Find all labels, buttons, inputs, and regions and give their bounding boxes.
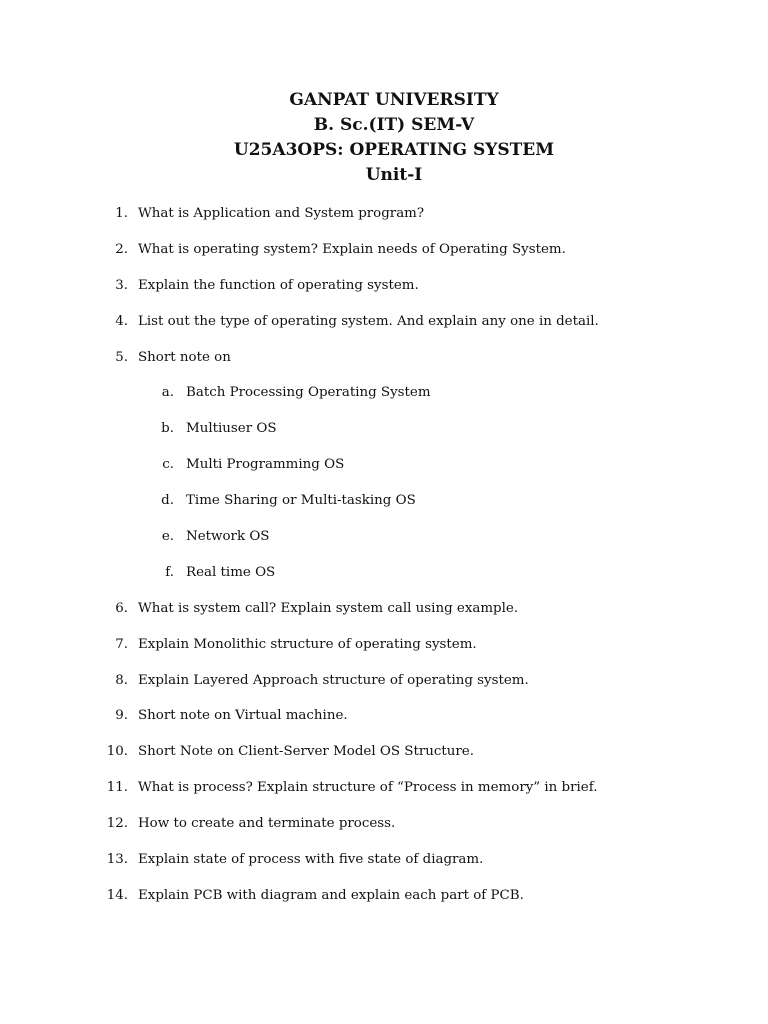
question-number: 11.	[106, 780, 128, 796]
question-text: What is operating system? Explain needs of Operating System.	[138, 241, 566, 257]
sub-question-text: Multi Programming OS	[186, 457, 345, 473]
sub-question-text: Real time OS	[186, 564, 276, 580]
question-item	[0, 597, 768, 633]
sub-question-letter: a.	[161, 385, 174, 401]
document-header	[0, 88, 768, 188]
question-item	[0, 310, 768, 346]
university-name: GANPAT UNIVERSITY	[289, 90, 499, 110]
question-item	[0, 633, 768, 669]
sub-question-item	[0, 489, 768, 525]
sub-question-letter: c.	[162, 457, 174, 473]
question-number: 6.	[115, 600, 128, 616]
program-name: B. Sc.(IT) SEM-V	[313, 115, 475, 135]
sub-question-item	[0, 453, 768, 489]
sub-question-text: Time Sharing or Multi-tasking OS	[186, 493, 416, 509]
question-item	[0, 776, 768, 812]
question-number: 14.	[106, 887, 128, 903]
question-text: Explain Layered Approach structure of operating system.	[138, 672, 529, 688]
question-item	[0, 848, 768, 884]
question-number: 7.	[115, 636, 128, 652]
sub-question-text: Batch Processing Operating System	[186, 385, 431, 401]
question-text: Explain PCB with diagram and explain each part of PCB.	[138, 887, 524, 903]
question-item	[0, 669, 768, 705]
unit-title: Unit-I	[365, 165, 423, 185]
sub-question-item	[0, 561, 768, 597]
question-text: Explain Monolithic structure of operating system.	[138, 636, 477, 652]
sub-question-letter: f.	[165, 564, 174, 580]
sub-question-letter: d.	[161, 493, 174, 509]
sub-question-item	[0, 381, 768, 417]
course-title: U25A3OPS: OPERATING SYSTEM	[233, 140, 555, 160]
question-number: 13.	[106, 852, 128, 868]
question-text: Explain the function of operating system.	[138, 277, 419, 293]
question-text: List out the type of operating system. And explain any one in detail.	[138, 313, 599, 329]
question-text: Short note on Virtual machine.	[138, 708, 348, 724]
sub-question-letter: b.	[161, 421, 174, 437]
question-text: Explain state of process with five state of diagram.	[138, 852, 484, 868]
question-text: What is system call? Explain system call using example.	[138, 600, 519, 616]
question-number: 8.	[115, 672, 128, 688]
sub-question-text: Network OS	[186, 529, 270, 545]
question-item	[0, 884, 768, 920]
question-item	[0, 704, 768, 740]
question-item	[0, 346, 768, 382]
question-item	[0, 812, 768, 848]
question-text: What is process? Explain structure of “Process in memory” in brief.	[138, 780, 598, 796]
question-item	[0, 740, 768, 776]
question-item	[0, 274, 768, 310]
question-number: 5.	[115, 349, 128, 365]
sub-question-text: Multiuser OS	[186, 421, 277, 437]
question-number: 9.	[115, 708, 128, 724]
question-number: 2.	[115, 241, 128, 257]
question-item	[0, 202, 768, 238]
question-text: How to create and terminate process.	[138, 816, 396, 832]
question-number: 10.	[106, 744, 128, 760]
sub-question-letter: e.	[161, 529, 174, 545]
question-text: What is Application and System program?	[138, 206, 425, 221]
question-list	[0, 202, 768, 920]
sub-question-item	[0, 525, 768, 561]
question-number: 3.	[115, 277, 128, 293]
question-item	[0, 238, 768, 274]
question-number: 12.	[106, 816, 128, 832]
question-number: 4.	[115, 313, 128, 329]
question-number: 1.	[115, 206, 128, 221]
sub-question-item	[0, 417, 768, 453]
question-text: Short Note on Client-Server Model OS Structure.	[138, 744, 474, 760]
question-text: Short note on	[138, 349, 231, 365]
